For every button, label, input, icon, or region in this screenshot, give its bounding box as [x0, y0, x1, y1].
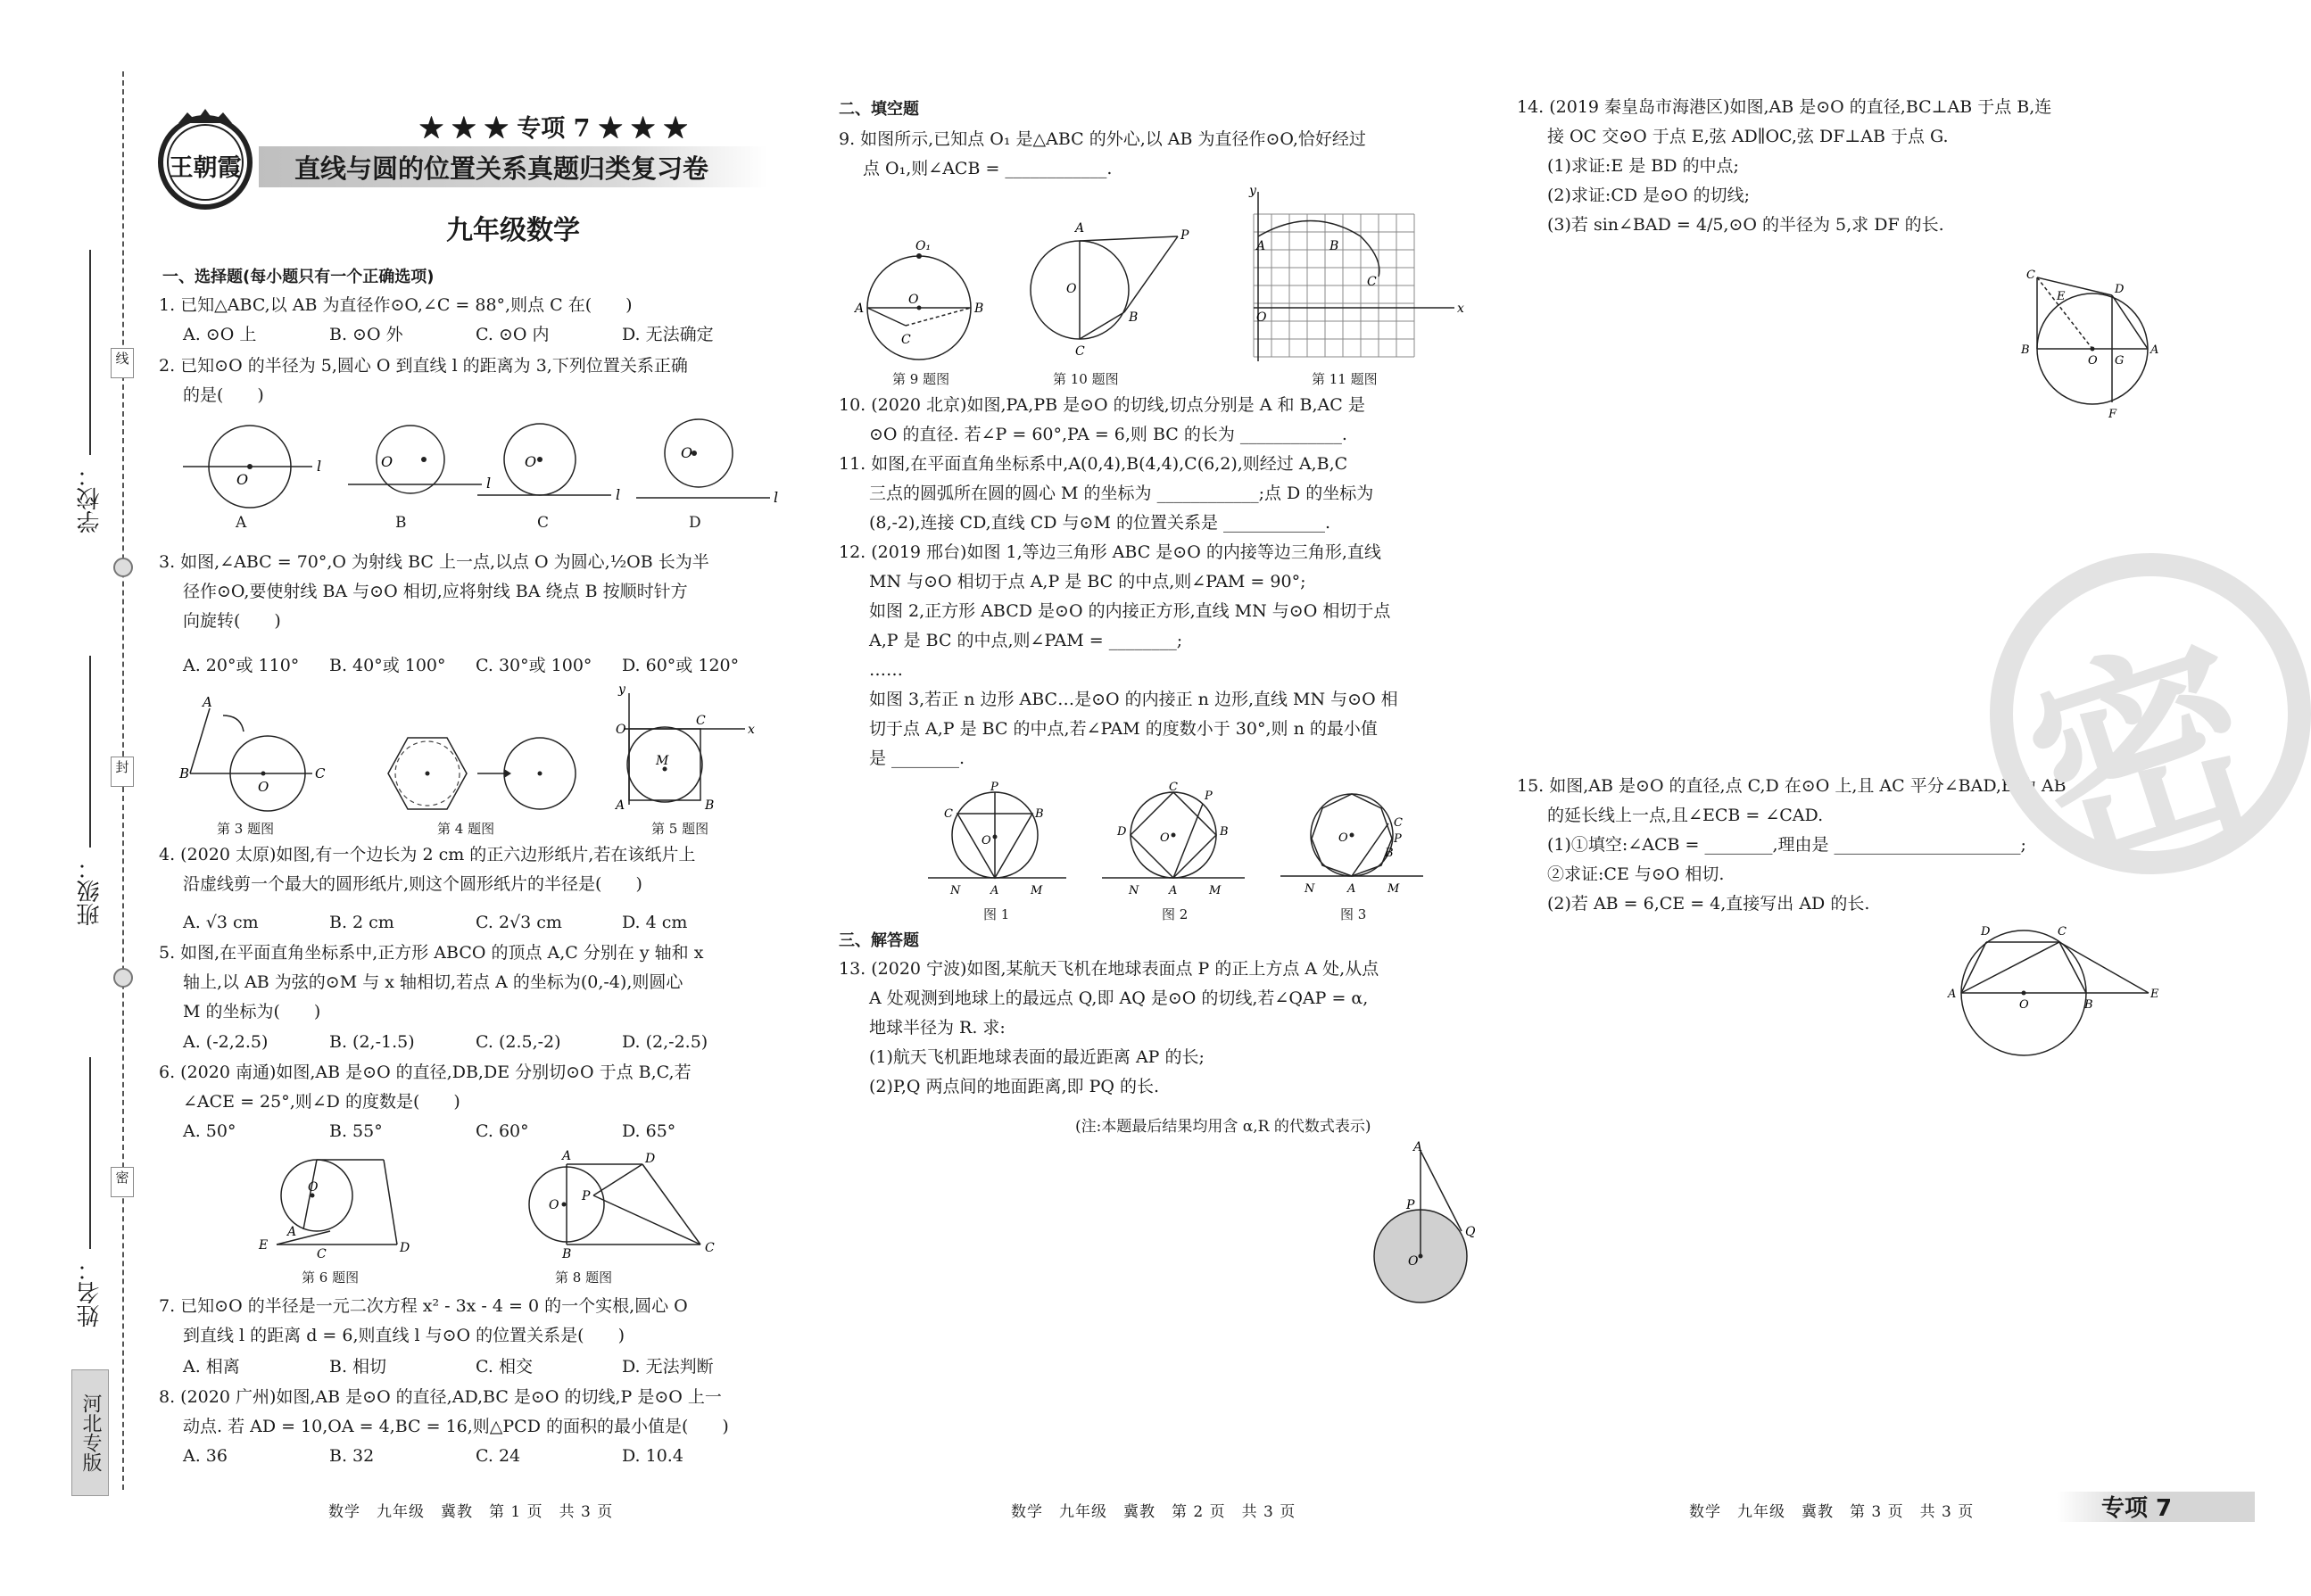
- svg-text:y: y: [1249, 184, 1256, 198]
- question-1: 1. 已知△ABC,以 AB 为直径作⊙O,∠C = 88°,则点 C 在( ): [159, 295, 633, 315]
- question-5: 5. 如图,在平面直角坐标系中,正方形 ABCO 的顶点 A,C 分别在 y 轴和 x 轴上,以 AB 为弦的⊙M 与 x 轴相切,若点 A 的坐标为(0,-4),则圆心 M 的坐标为( ): [159, 943, 704, 1021]
- svg-text:C: C: [1169, 781, 1178, 794]
- svg-text:C: C: [317, 1247, 327, 1261]
- svg-text:B: B: [1035, 807, 1044, 821]
- logo-text: 王朝霞: [169, 154, 242, 182]
- svg-text:E: E: [2057, 290, 2066, 303]
- svg-text:P: P: [1394, 832, 1402, 846]
- svg-text:E: E: [2150, 988, 2159, 1001]
- option[interactable]: C. 相交: [476, 1357, 533, 1377]
- option[interactable]: B. 55°: [329, 1121, 383, 1141]
- svg-text:O: O: [308, 1180, 319, 1195]
- figure-q6-q8: [250, 1146, 750, 1262]
- svg-text:N: N: [950, 884, 961, 897]
- option[interactable]: D. 10.4: [622, 1446, 683, 1466]
- svg-text:C: C: [705, 1241, 715, 1255]
- section-fill: 二、填空题: [839, 100, 919, 119]
- svg-text:M: M: [1387, 882, 1400, 896]
- svg-text:D: D: [1981, 925, 1991, 939]
- figure-q9-q11: [848, 184, 1472, 366]
- hole-icon: [113, 968, 133, 988]
- caption-fig12-3: 图 3: [1340, 906, 1367, 922]
- figure-q15: [1943, 917, 2166, 1060]
- option[interactable]: B. 相切: [329, 1357, 387, 1377]
- series-label: ★ ★ ★ 专项 7 ★ ★ ★: [419, 115, 688, 143]
- question-2: 2. 已知⊙O 的半径为 5,圆心 O 到直线 l 的距离为 3,下列位置关系正确 的是( ): [159, 356, 688, 405]
- name-label: 姓名：: [77, 1258, 104, 1327]
- option[interactable]: B. (2,-1.5): [329, 1032, 415, 1052]
- option[interactable]: A. 36: [183, 1446, 228, 1466]
- bind-mark-secret: 密: [111, 1167, 134, 1197]
- figure-q3-q5: [174, 682, 799, 814]
- svg-text:O: O: [1338, 831, 1348, 845]
- footer-page-2: 数学 九年级 冀教 第 2 页 共 3 页: [1011, 1503, 1296, 1521]
- svg-text:O: O: [908, 293, 919, 307]
- question-9: 9. 如图所示,已知点 O₁ 是△ABC 的外心,以 AB 为直径作⊙O,恰好经过 点 O₁,则∠ACB = ____________.: [839, 129, 1366, 178]
- option[interactable]: B. 32: [329, 1446, 375, 1466]
- svg-text:C: C: [1367, 275, 1377, 289]
- question-8: 8. (2020 广州)如图,AB 是⊙O 的直径,AD,BC 是⊙O 的切线,P 是⊙O 上一 动点. 若 AD = 10,OA = 4,BC = 16,则△PCD 的面积的最小值是( ): [159, 1387, 729, 1436]
- figure-q14: [2012, 264, 2164, 425]
- caption-fig12-1: 图 1: [983, 906, 1010, 922]
- svg-text:B: B: [1220, 825, 1229, 839]
- svg-text:l: l: [616, 486, 621, 503]
- caption-fig11: 第 11 题图: [1312, 371, 1378, 387]
- secret-stamp: 密: [1990, 553, 2311, 874]
- svg-text:O: O: [1256, 310, 1267, 325]
- svg-text:P: P: [582, 1189, 591, 1203]
- section-choice: 一、选择题(每小题只有一个正确选项): [162, 268, 435, 286]
- option[interactable]: C. 24: [476, 1446, 521, 1466]
- svg-text:x: x: [748, 723, 755, 737]
- bind-mark-seal: 封: [111, 757, 134, 787]
- caption-fig4: 第 4 题图: [437, 821, 495, 837]
- question-6: 6. (2020 南通)如图,AB 是⊙O 的直径,DB,DE 分别切⊙O 于点 B,C,若 ∠ACE = 25°,则∠D 的度数是( ): [159, 1063, 692, 1112]
- svg-text:A: A: [616, 798, 625, 813]
- svg-text:C: C: [1394, 816, 1403, 830]
- hole-icon: [113, 558, 133, 577]
- school-label: 学校：: [77, 464, 104, 533]
- svg-text:C: C: [1075, 344, 1085, 359]
- svg-text:A: A: [855, 302, 865, 316]
- option[interactable]: D. 无法确定: [622, 325, 714, 344]
- svg-text:P: P: [1180, 228, 1189, 243]
- question-15: 15. 如图,AB 是⊙O 的直径,点 C,D 在⊙O 上,且 AC 平分∠BAD,E 为 AB 的延长线上一点,且∠ECB = ∠CAD. (1)①填空:∠ACB = ________,理由是 ______________________; ②求证:CE 与⊙O 相切. (2)若 AB = 6,CE = 4,直接写出 AD 的长.: [1517, 776, 2067, 914]
- svg-text:O: O: [1408, 1254, 1419, 1269]
- name-field[interactable]: [89, 1057, 91, 1249]
- svg-text:C: C: [2026, 269, 2035, 282]
- page-subtitle: 九年级数学: [446, 215, 580, 246]
- option[interactable]: D. 60°或 120°: [622, 656, 740, 675]
- svg-text:O₁: O₁: [915, 239, 932, 253]
- svg-text:B: B: [1385, 847, 1394, 860]
- question-4-options: [183, 908, 768, 938]
- svg-text:D: D: [400, 1241, 410, 1255]
- question-12: 12. (2019 邢台)如图 1,等边三角形 ABC 是⊙O 的内接等边三角形,直线 MN 与⊙O 相切于点 A,P 是 BC 的中点,则∠PAM = 90°; 如图 2,正方形 ABCD 是⊙O 的内接正方形,直线 MN 与⊙O 相切于点 A,P 是 BC 的中点,则∠PAM = ________; …… 如图 3,若正 n 边形 ABC…是⊙O 的内接正 n 边形,直线 MN 与⊙O 相 切于点 A,P 是 BC 的中点,若∠PAM 的度数小于 30°,则 n 的最小值 是 ________.: [839, 542, 1398, 768]
- svg-text:M: M: [656, 754, 669, 768]
- svg-text:D: D: [2115, 283, 2125, 296]
- svg-text:Q: Q: [1465, 1225, 1476, 1239]
- figure-q2: [174, 415, 799, 522]
- svg-text:x: x: [1457, 302, 1464, 316]
- question-8-options: [183, 1442, 768, 1471]
- option[interactable]: D. 4 cm: [622, 913, 688, 932]
- svg-text:A: A: [203, 694, 212, 710]
- svg-text:B: B: [562, 1247, 572, 1261]
- q2-label-b: B: [395, 514, 407, 532]
- svg-text:C: C: [315, 765, 326, 781]
- svg-text:B: B: [179, 765, 190, 781]
- option[interactable]: B. ⊙O 外: [329, 325, 403, 344]
- caption-fig6: 第 6 题图: [302, 1269, 360, 1286]
- caption-fig10: 第 10 题图: [1053, 371, 1119, 387]
- school-field[interactable]: [89, 250, 91, 455]
- question-13-note: (注:本题最后结果均用含 α,R 的代数式表示): [1075, 1118, 1371, 1136]
- svg-text:y: y: [618, 682, 625, 697]
- svg-text:G: G: [2115, 354, 2125, 368]
- svg-text:M: M: [1031, 884, 1043, 897]
- svg-text:N: N: [1129, 884, 1139, 897]
- option[interactable]: A. 50°: [183, 1121, 236, 1141]
- footer-tag: 专项 7: [2101, 1495, 2173, 1522]
- option[interactable]: D. (2,-2.5): [622, 1032, 708, 1052]
- bind-mark-line: 线: [111, 348, 134, 378]
- svg-text:A: A: [1948, 988, 1957, 1001]
- svg-text:O: O: [258, 779, 269, 795]
- svg-text:A: A: [1413, 1140, 1423, 1154]
- svg-text:B: B: [2084, 998, 2093, 1012]
- caption-fig5: 第 5 题图: [651, 821, 709, 837]
- class-label: 班级：: [77, 856, 104, 926]
- svg-text:O: O: [681, 444, 693, 461]
- svg-text:O: O: [982, 834, 991, 848]
- svg-text:A: A: [1075, 221, 1085, 236]
- question-4: 4. (2020 太原)如图,有一个边长为 2 cm 的正六边形纸片,若在该纸片上 沿虚线剪一个最大的圆形纸片,则这个圆形纸片的半径是( ): [159, 845, 696, 894]
- svg-text:C: C: [696, 714, 706, 728]
- svg-text:O: O: [616, 723, 626, 737]
- question-14: 14. (2019 秦皇岛市海港区)如图,AB 是⊙O 的直径,BC⊥AB 于点 B,连 接 OC 交⊙O 于点 E,弦 AD∥OC,弦 DF⊥AB 于点 G. (1)求证:E 是 BD 的中点; (2)求证:CD 是⊙O 的切线; (3)若 sin∠BAD = 4/5,⊙O 的半径为 5,求 DF 的长.: [1517, 97, 2052, 235]
- svg-text:A: A: [562, 1149, 572, 1163]
- option[interactable]: A. 相离: [183, 1357, 240, 1377]
- section-answer: 三、解答题: [839, 931, 919, 950]
- logo: [152, 105, 259, 212]
- q2-label-d: D: [689, 514, 701, 532]
- question-7: 7. 已知⊙O 的半径是一元二次方程 x² - 3x - 4 = 0 的一个实根,圆心 O 到直线 l 的距离 d = 6,则直线 l 与⊙O 的位置关系是( ): [159, 1296, 688, 1345]
- question-1-options: [183, 320, 768, 350]
- svg-text:P: P: [1205, 790, 1213, 803]
- option[interactable]: B. 40°或 100°: [329, 656, 446, 675]
- question-3-options: [183, 651, 768, 681]
- svg-text:C: C: [944, 807, 953, 821]
- option[interactable]: D. 无法判断: [622, 1357, 714, 1377]
- svg-text:B: B: [705, 798, 715, 813]
- svg-text:F: F: [2108, 408, 2117, 421]
- class-field[interactable]: [89, 656, 91, 848]
- option[interactable]: C. ⊙O 内: [476, 325, 550, 344]
- svg-text:D: D: [1117, 825, 1127, 839]
- option[interactable]: A. √3 cm: [183, 913, 259, 932]
- question-13: 13. (2020 宁波)如图,某航天飞机在地球表面点 P 的正上方点 A 处,从点 A 处观测到地球上的最远点 Q,即 AQ 是⊙O 的切线,若∠QAP = α, 地球半径为 R. 求: (1)航天飞机距地球表面的最近距离 AP 的长; (2)P,Q 两点间的地面距离,即 PQ 的长.: [839, 959, 1379, 1096]
- question-11: 11. 如图,在平面直角坐标系中,A(0,4),B(4,4),C(6,2),则经过 A,B,C 三点的圆弧所在圆的圆心 M 的坐标为 ____________;点 D 的坐标为 (8,-2),连接 CD,直线 CD 与⊙M 的位置关系是 ____________.: [839, 454, 1374, 533]
- svg-text:l: l: [317, 458, 322, 475]
- footer-page-1: 数学 九年级 冀教 第 1 页 共 3 页: [328, 1503, 614, 1521]
- option[interactable]: A. 20°或 110°: [183, 656, 300, 675]
- svg-text:O: O: [2088, 354, 2098, 368]
- q2-label-c: C: [537, 514, 550, 532]
- svg-text:B: B: [1129, 310, 1139, 325]
- question-10: 10. (2020 北京)如图,PA,PB 是⊙O 的切线,切点分别是 A 和 B,AC 是 ⊙O 的直径. 若∠P = 60°,PA = 6,则 BC 的长为 ____________.: [839, 395, 1365, 444]
- option[interactable]: A. ⊙O 上: [183, 325, 257, 344]
- figure-q13: [1365, 1142, 1490, 1302]
- svg-text:N: N: [1305, 882, 1315, 896]
- svg-text:C: C: [2058, 925, 2067, 939]
- option[interactable]: C. 60°: [476, 1121, 529, 1141]
- edition-badge: 河北专版: [71, 1369, 109, 1496]
- caption-fig9: 第 9 题图: [892, 371, 950, 387]
- svg-text:M: M: [1209, 884, 1222, 897]
- svg-text:B: B: [2021, 343, 2030, 357]
- caption-fig8: 第 8 题图: [555, 1269, 613, 1286]
- caption-fig3: 第 3 题图: [217, 821, 275, 837]
- option[interactable]: C. 2√3 cm: [476, 913, 562, 932]
- svg-text:l: l: [486, 475, 492, 492]
- question-5-options: [183, 1028, 768, 1057]
- option[interactable]: D. 65°: [622, 1121, 676, 1141]
- svg-text:A: A: [990, 884, 999, 897]
- svg-text:P: P: [1406, 1198, 1415, 1212]
- question-7-options: [183, 1352, 768, 1382]
- footer-page-3: 数学 九年级 冀教 第 3 页 共 3 页: [1689, 1503, 1975, 1521]
- svg-text:A: A: [287, 1225, 297, 1239]
- svg-text:O: O: [525, 453, 537, 470]
- svg-text:O: O: [549, 1198, 559, 1212]
- svg-text:P: P: [990, 781, 998, 794]
- figure-q12: [919, 783, 1428, 899]
- svg-text:O: O: [381, 453, 393, 470]
- svg-text:O: O: [2019, 998, 2029, 1012]
- svg-text:A: A: [1347, 882, 1356, 896]
- option[interactable]: A. (-2,2.5): [183, 1032, 269, 1052]
- option[interactable]: B. 2 cm: [329, 913, 394, 932]
- svg-text:B: B: [1329, 239, 1339, 253]
- option[interactable]: C. 30°或 100°: [476, 656, 592, 675]
- svg-text:C: C: [901, 333, 911, 347]
- question-3: 3. 如图,∠ABC = 70°,O 为射线 BC 上一点,以点 O 为圆心,½OB 长为半 径作⊙O,要使射线 BA 与⊙O 相切,应将射线 BA 绕点 B 按顺时针方 向旋转( ): [159, 552, 709, 631]
- svg-text:A: A: [1169, 884, 1178, 897]
- caption-fig12-2: 图 2: [1162, 906, 1189, 922]
- svg-text:O: O: [1160, 831, 1170, 845]
- svg-text:A: A: [2150, 343, 2159, 357]
- svg-text:O: O: [1066, 282, 1077, 296]
- svg-text:B: B: [974, 302, 984, 316]
- page-title: 直线与圆的位置关系真题归类复习卷: [294, 153, 709, 184]
- svg-text:l: l: [774, 489, 779, 506]
- svg-text:A: A: [1256, 239, 1266, 253]
- svg-text:O: O: [236, 471, 249, 488]
- option[interactable]: C. (2.5,-2): [476, 1032, 561, 1052]
- svg-text:E: E: [259, 1238, 269, 1253]
- q2-label-a: A: [236, 514, 247, 532]
- question-6-options: [183, 1117, 768, 1146]
- svg-text:D: D: [645, 1152, 656, 1166]
